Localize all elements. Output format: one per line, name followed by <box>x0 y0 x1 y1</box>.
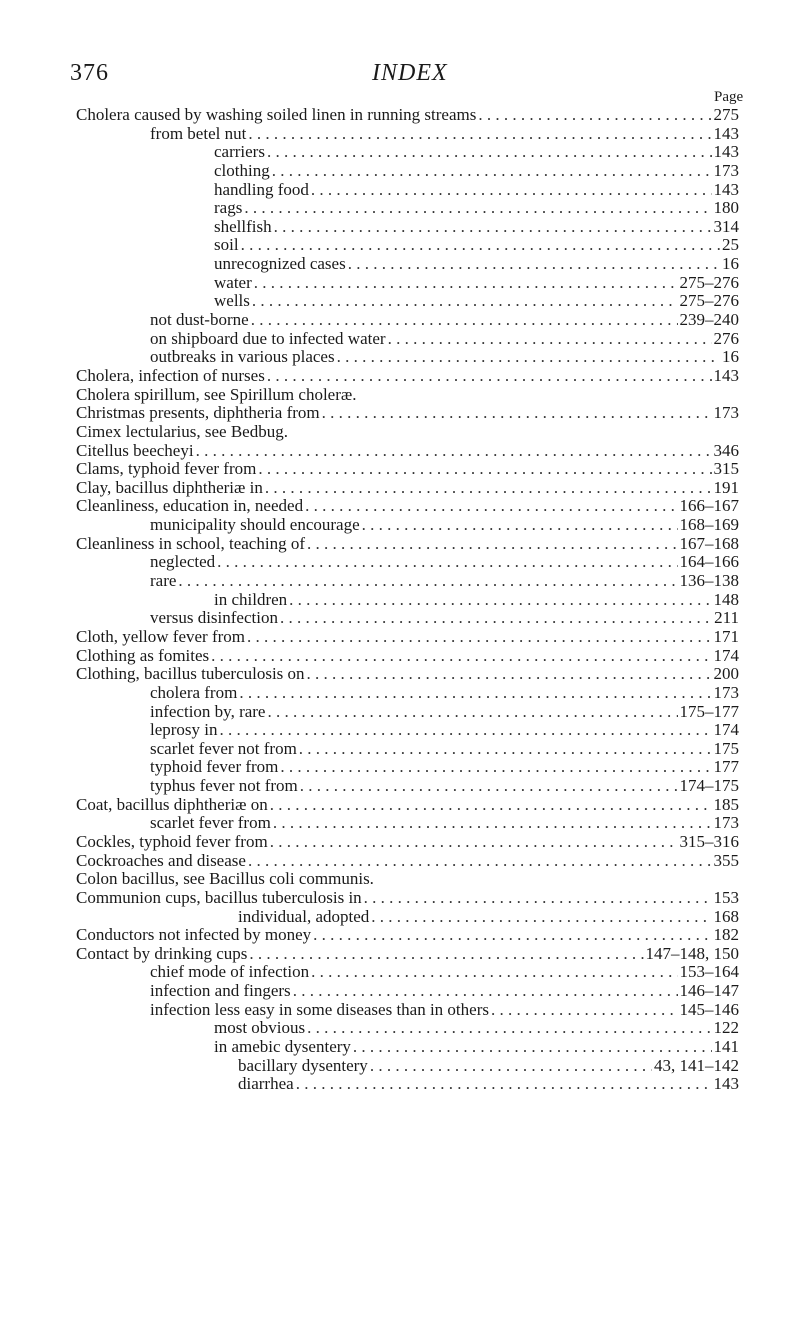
index-entry-pages: 166–167 <box>679 497 739 516</box>
index-entry <box>76 1038 739 1057</box>
dot-leader <box>244 199 711 218</box>
index-entry-term: clothing <box>214 161 270 180</box>
index-entry <box>76 777 739 796</box>
index-entry-pages: 168 <box>713 907 739 926</box>
index-entry-term: Communion cups, bacillus tuberculosis in <box>76 888 362 907</box>
index-entry-term: from betel nut <box>150 124 247 143</box>
index-entry-term: carriers <box>214 143 265 162</box>
index-entry <box>76 647 739 666</box>
index-entry <box>76 665 739 684</box>
index-entry <box>76 982 739 1001</box>
index-entry <box>76 963 739 982</box>
index-entry-term: infection less easy in some diseases than in others <box>150 1000 489 1019</box>
index-entry-term: Clothing, bacillus tuberculosis on <box>76 665 305 684</box>
index-entry <box>76 125 739 144</box>
index-entry-term: Conductors not infected by money <box>76 926 312 945</box>
index-entry-term: chief mode of infection <box>150 963 310 982</box>
dot-leader <box>249 945 643 964</box>
index-entry-term: Cleanliness, education in, needed <box>76 497 304 516</box>
index-entry-term: rare <box>150 572 177 591</box>
index-entry <box>76 236 739 255</box>
index-entry <box>76 348 739 367</box>
index-entry <box>76 591 739 610</box>
index-entry-term: soil <box>214 236 239 255</box>
index-entry-pages: 173 <box>713 814 739 833</box>
index-entry <box>76 870 739 889</box>
index-entry-term: scarlet fever not from <box>150 739 297 758</box>
index-entry <box>76 945 739 964</box>
index-entry <box>76 423 739 442</box>
index-entry-term: neglected <box>150 553 216 572</box>
index-entry-term: Cimex lectularius, see Bedbug. <box>76 422 288 441</box>
index-entry-pages: 185 <box>713 795 739 814</box>
index-entry <box>76 143 739 162</box>
dot-leader <box>274 218 712 237</box>
index-entry <box>76 311 739 330</box>
index-entry <box>76 386 739 405</box>
index-entry <box>76 218 739 237</box>
index-entry-pages: 315–316 <box>679 832 739 851</box>
index-entry <box>76 367 739 386</box>
index-entry-pages: 239–240 <box>679 311 739 330</box>
page-column-label: Page <box>714 89 744 105</box>
index-entry-pages: 136–138 <box>679 572 739 591</box>
page-number: 376 <box>70 60 109 86</box>
index-entry <box>76 1075 739 1094</box>
dot-leader <box>254 274 678 293</box>
index-entry <box>76 535 739 554</box>
index-entry <box>76 497 739 516</box>
index-entry-pages: 174 <box>713 721 739 740</box>
dot-leader <box>241 236 720 255</box>
index-entries <box>76 106 739 1094</box>
index-entry-term: in amebic dysentery <box>214 1038 351 1057</box>
index-entry-term: most obvious <box>214 1019 306 1038</box>
index-entry <box>76 255 739 274</box>
index-entry-pages: 148 <box>713 590 739 609</box>
index-entry <box>76 814 739 833</box>
index-entry-pages: 143 <box>713 1075 739 1094</box>
index-entry-term: Clothing as fomites <box>76 646 210 665</box>
index-entry-pages: 143 <box>713 143 739 162</box>
index-entry-pages: 275–276 <box>679 273 739 292</box>
index-entry-pages: 143 <box>713 124 739 143</box>
dot-leader <box>300 777 678 796</box>
index-entry-term: typhus fever not from <box>150 777 298 796</box>
dot-leader <box>272 162 712 181</box>
dot-leader <box>388 330 712 349</box>
index-entry-pages: 346 <box>713 441 739 460</box>
dot-leader <box>265 479 712 498</box>
dot-leader <box>348 255 720 274</box>
index-entry-term: Cholera, infection of nurses <box>76 366 265 385</box>
index-entry-term: Cockles, typhoid fever from <box>76 832 268 851</box>
index-entry-pages: 191 <box>713 478 739 497</box>
index-entry <box>76 703 739 722</box>
index-entry-term: handling food <box>214 180 309 199</box>
index-entry-pages: 164–166 <box>679 553 739 572</box>
index-entry-term: Clams, typhoid fever from <box>76 460 257 479</box>
index-entry-term: Contact by drinking cups <box>76 944 248 963</box>
index-entry-pages: 153 <box>713 888 739 907</box>
index-entry <box>76 572 739 591</box>
index-entry-term: shellfish <box>214 217 272 236</box>
index-entry-pages: 275–276 <box>679 292 739 311</box>
index-entry-term: versus disinfection <box>150 609 278 628</box>
index-entry-pages: 315 <box>713 460 739 479</box>
index-entry-term: Coat, bacillus diphtheriæ on <box>76 795 268 814</box>
dot-leader <box>311 963 677 982</box>
index-entry-term: rags <box>214 199 243 218</box>
dot-leader <box>178 572 677 591</box>
dot-leader <box>280 609 712 628</box>
index-entry <box>76 330 739 349</box>
dot-leader <box>267 367 712 386</box>
index-entry-pages: 276 <box>713 329 739 348</box>
index-entry <box>76 162 739 181</box>
index-entry-pages: 122 <box>713 1019 739 1038</box>
index-entry <box>76 796 739 815</box>
index-entry <box>76 758 739 777</box>
dot-leader <box>248 125 711 144</box>
index-entry-term: infection and fingers <box>150 982 291 1001</box>
running-head: INDEX <box>372 60 448 86</box>
index-entry-pages: 145–146 <box>679 1000 739 1019</box>
index-entry-pages: 141 <box>713 1038 739 1057</box>
index-entry-pages: 314 <box>713 217 739 236</box>
index-entry <box>76 926 739 945</box>
dot-leader <box>296 1075 712 1094</box>
index-entry <box>76 740 739 759</box>
dot-leader <box>305 497 677 516</box>
index-entry-pages: 146–147 <box>679 982 739 1001</box>
index-entry-term: water <box>214 273 252 292</box>
index-entry-pages: 177 <box>713 758 739 777</box>
index-entry-pages: 174–175 <box>679 777 739 796</box>
index-entry <box>76 852 739 871</box>
index-entry <box>76 516 739 535</box>
index-entry-pages: 16 <box>722 348 739 367</box>
index-entry <box>76 609 739 628</box>
index-entry-pages: 180 <box>713 199 739 218</box>
index-entry-term: Cockroaches and disease <box>76 851 246 870</box>
dot-leader <box>371 908 711 927</box>
dot-leader <box>252 292 678 311</box>
index-entry-pages: 175 <box>713 739 739 758</box>
index-entry <box>76 889 739 908</box>
dot-leader <box>273 814 712 833</box>
dot-leader <box>211 647 711 666</box>
index-entry-term: outbreaks in various places <box>150 348 335 367</box>
index-entry <box>76 908 739 927</box>
index-entry-pages: 173 <box>713 404 739 423</box>
dot-leader <box>299 740 712 759</box>
index-entry-pages: 211 <box>714 609 739 628</box>
dot-leader <box>311 181 712 200</box>
index-entry-pages: 143 <box>713 180 739 199</box>
index-entry-term: scarlet fever from <box>150 814 271 833</box>
index-entry <box>76 833 739 852</box>
index-entry-term: bacillary dysentery <box>238 1056 368 1075</box>
index-entry-pages: 25 <box>722 236 739 255</box>
dot-leader <box>353 1038 712 1057</box>
index-entry-term: Cholera spirillum, see Spirillum choleræ. <box>76 385 357 404</box>
index-entry-pages: 143 <box>713 366 739 385</box>
index-entry-pages: 173 <box>713 683 739 702</box>
dot-leader <box>307 1019 711 1038</box>
dot-leader <box>248 852 712 871</box>
index-entry <box>76 292 739 311</box>
index-entry-pages: 167–168 <box>679 534 739 553</box>
index-entry-term: leprosy in <box>150 721 218 740</box>
index-entry-pages: 16 <box>722 255 739 274</box>
dot-leader <box>280 758 711 777</box>
index-entry-pages: 171 <box>713 627 739 646</box>
index-entry <box>76 199 739 218</box>
index-entry-pages: 168–169 <box>679 516 739 535</box>
page-header <box>70 60 751 90</box>
dot-leader <box>313 926 711 945</box>
dot-leader <box>322 404 712 423</box>
dot-leader <box>258 460 711 479</box>
dot-leader <box>307 535 678 554</box>
index-entry-term: typhoid fever from <box>150 758 279 777</box>
dot-leader <box>289 591 711 610</box>
index-entry-pages: 355 <box>713 851 739 870</box>
index-entry-term: Clay, bacillus diphtheriæ in <box>76 478 263 497</box>
index-entry-pages: 173 <box>713 161 739 180</box>
index-entry <box>76 1019 739 1038</box>
dot-leader <box>196 442 712 461</box>
index-entry <box>76 628 739 647</box>
index-entry-pages: 200 <box>713 665 739 684</box>
index-entry <box>76 684 739 703</box>
index-entry-pages: 275 <box>713 106 739 124</box>
index-entry <box>76 553 739 572</box>
index-entry <box>76 442 739 461</box>
dot-leader <box>364 889 712 908</box>
dot-leader <box>251 311 678 330</box>
index-entry-pages: 174 <box>713 646 739 665</box>
dot-leader <box>270 833 678 852</box>
dot-leader <box>267 143 712 162</box>
index-entry-term: cholera from <box>150 683 238 702</box>
index-entry <box>76 404 739 423</box>
index-entry <box>76 460 739 479</box>
index-entry-term: Christmas presents, diphtheria from <box>76 404 320 423</box>
dot-leader <box>217 553 677 572</box>
dot-leader <box>220 721 712 740</box>
index-entry-term: municipality should encourage <box>150 516 360 535</box>
dot-leader <box>362 516 678 535</box>
index-entry-term: infection by, rare <box>150 702 266 721</box>
index-entry-term: on shipboard due to infected water <box>150 329 386 348</box>
index-entry <box>76 106 739 125</box>
index-entry <box>76 721 739 740</box>
index-entry-term: Colon bacillus, see Bacillus coli communis. <box>76 870 374 889</box>
dot-leader <box>267 703 677 722</box>
dot-leader <box>307 665 712 684</box>
dot-leader <box>337 348 720 367</box>
dot-leader <box>491 1001 678 1020</box>
index-entry-term: not dust-borne <box>150 311 249 330</box>
dot-leader <box>247 628 711 647</box>
index-entry <box>76 1001 739 1020</box>
index-entry-term: Citellus beecheyi <box>76 441 194 460</box>
index-entry-term: individual, adopted <box>238 907 370 926</box>
index-entry-term: diarrhea <box>238 1075 294 1094</box>
index-entry-pages: 153–164 <box>679 963 739 982</box>
dot-leader <box>478 106 711 125</box>
index-entry <box>76 1057 739 1076</box>
index-entry <box>76 181 739 200</box>
index-entry-term: Cleanliness in school, teaching of <box>76 534 305 553</box>
index-entry-term: Cloth, yellow fever from <box>76 627 246 646</box>
dot-leader <box>270 796 712 815</box>
dot-leader <box>370 1057 652 1076</box>
index-entry <box>76 479 739 498</box>
index-entry <box>76 274 739 293</box>
index-entry-pages: 147–148, 150 <box>645 944 739 963</box>
index-entry-pages: 175–177 <box>679 702 739 721</box>
index-entry-pages: 182 <box>713 926 739 945</box>
index-entry-term: Cholera caused by washing soiled linen in running streams <box>76 106 477 124</box>
dot-leader <box>293 982 678 1001</box>
index-entry-term: unrecognized cases <box>214 255 346 274</box>
index-entry-term: wells <box>214 292 250 311</box>
index-entry-pages: 43, 141–142 <box>654 1056 739 1075</box>
index-entry-term: in children <box>214 590 288 609</box>
dot-leader <box>239 684 711 703</box>
